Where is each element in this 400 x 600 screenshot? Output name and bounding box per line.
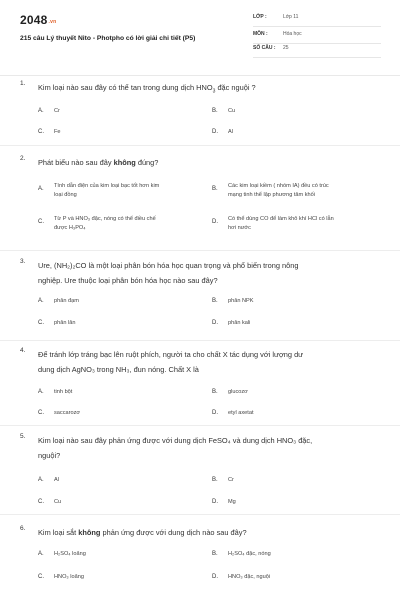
- logo-tld: .vn: [48, 19, 57, 25]
- question-text: Ure, (NH₂)₂CO là một loại phân bón hóa học quan trọng và phổ biến trong nông nghiệp. Ure thuộc loại phân bón hóa học nào sau đây?: [38, 261, 299, 285]
- question-divider: [0, 250, 400, 251]
- logo-text: 2048: [20, 13, 48, 27]
- question-number: 5.: [20, 433, 26, 440]
- question-number: 6.: [20, 525, 26, 532]
- meta-class-label: LỚP :: [253, 14, 267, 20]
- meta-count: [253, 43, 381, 58]
- meta-class: [253, 12, 381, 27]
- question-divider: [0, 425, 400, 426]
- question-number: 3.: [20, 258, 26, 265]
- question-text: Để tránh lớp tráng bạc lên ruột phích, người ta cho chất X tác dụng với lượng dư dung dịch AgNO₃ trong NH₃, đun nóng. Chất X là: [38, 350, 304, 374]
- meta-count-label: SỐ CÂU :: [253, 45, 276, 51]
- meta-count-value: 25: [283, 45, 289, 51]
- page: 2048.vn 215 câu Lý thuyết Nito - Photpho có lời giải chi tiết (P5) LỚP : Lớp 11 MÔN : Hóa học SỐ CÂU : 25 1. Kim loại nào sau đây có thể tan trong dung dịch $HNO_3$ đặc nguội ? A. Cr B. Cu C. Fe D. Al 2. Phát biểu nào sau đây không đúng? A. Tính dẫn điện của kim loại bạc tốt hơn kim loại đồng B. Các kim loại kiềm ( nhóm IA) đều có trúc mạng tinh thể lập phương tâm khối C. Từ P và HNO₃ đặc, nóng có thể điều chế được H₃PO₄ D. Có thể dùng CO để làm khô khí HCl có lẫn hơi nước 3. Ure, (NH₂)₂CO là một loại phân bón hóa học quan trọng và phổ biến trong nông nghiệp. Ure thuộc loại phân bón hóa học nào sau đây? A. phân đạm B. phân NPK C. phân lân D. phân kali 4. Để tránh lớp tráng bạc lên ruột phích, người ta cho chất X tác dụng với lượng dư dung dịch AgNO₃ trong NH₃, đun nóng. Chất X là A. tinh bột B. glucozơ C. saccarozơ D. etyl axetat 5. Kim loại nào sau đây phản ứng được với dung dịch FeSO₄ và dung dịch HNO₃ đặc, nguội? A. Al B. Cr C. Cu D. Mg 6. Kim loại sắt không phản ứng được với dung dịch nào sau đây? A. H₂SO₄ loãng B. H₂SO₄ đặc, nóng C. HNO₃ loãng D. HNO₃ đặc, nguội: [0, 0, 400, 600]
- question-divider: [0, 340, 400, 341]
- question-text: Phát biểu nào sau đây không đúng?: [38, 158, 159, 167]
- question-number: 2.: [20, 155, 26, 162]
- question-divider: [0, 145, 400, 146]
- question-text: Kim loại sắt không phản ứng được với dung dịch nào sau đây?: [38, 528, 247, 537]
- meta-subject-value: Hóa học: [283, 31, 302, 37]
- question-text: Kim loại nào sau đây có thể tan trong dung dịch $HNO_3$ đặc nguội ?: [38, 83, 256, 95]
- page-title: 215 câu Lý thuyết Nito - Photpho có lời giải chi tiết (P5): [20, 35, 196, 42]
- site-logo[interactable]: [20, 13, 56, 27]
- header: [0, 0, 400, 76]
- question-text: Kim loại nào sau đây phản ứng được với dung dịch FeSO₄ và dung dịch HNO₃ đặc, nguội?: [38, 436, 313, 460]
- header-divider: [0, 75, 400, 76]
- meta-subject-label: MÔN :: [253, 31, 268, 37]
- meta-subject: [253, 29, 381, 44]
- question-divider: [0, 514, 400, 515]
- question-number: 1.: [20, 80, 26, 87]
- question-number: 4.: [20, 347, 26, 354]
- meta-class-value: Lớp 11: [283, 14, 299, 20]
